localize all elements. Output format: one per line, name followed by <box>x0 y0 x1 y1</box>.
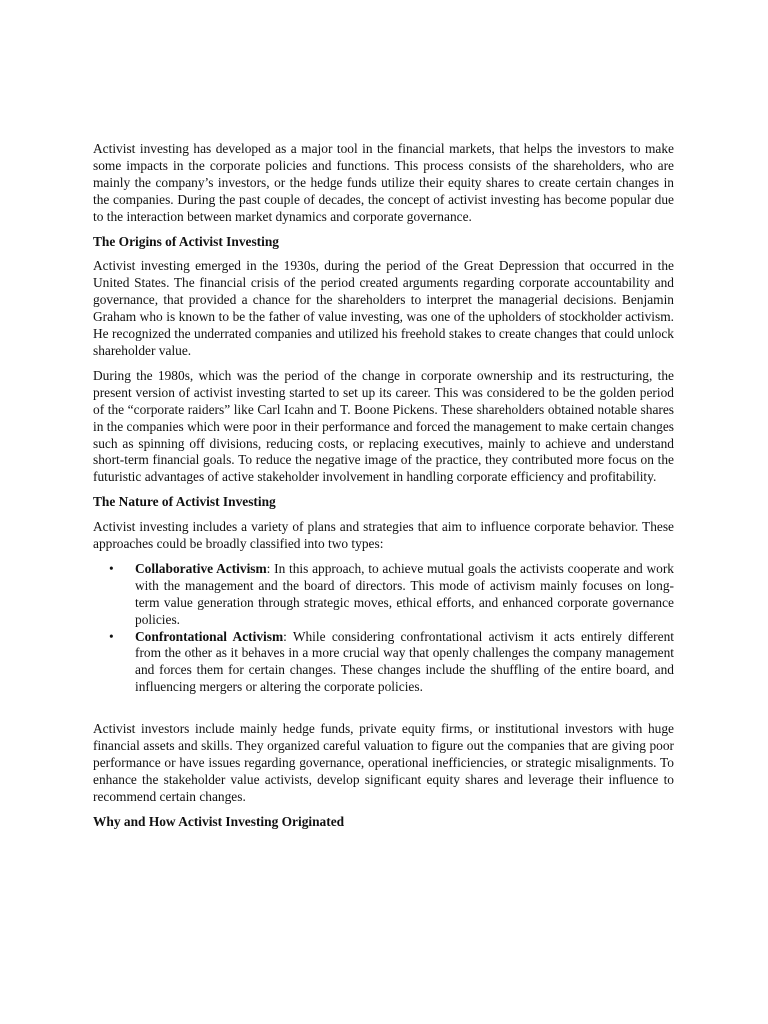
origins-paragraph-1: Activist investing emerged in the 1930s, during the period of the Great Depression that occurred in the United States. The financial crisis of the period created arguments regarding corporate accountability and governance, that provided a chance for the shareholders to interpret the managerial decisions. Benjamin Graham who is known to be the father of value investing, was one of the upholders of stockholder activism. He recognized the underrated companies and utilized his freehold stakes to create changes that could unlock shareholder value. <box>93 258 674 358</box>
why-heading: Why and How Activist Investing Originated <box>93 813 345 829</box>
nature-paragraph-2: Activist investors include mainly hedge funds, private equity firms, or institutional investors with huge financial assets and skills. They organized careful valuation to figure out the companies that are giving poor performance or have issues regarding governance, operational inefficiencies, or strategic misalignments. To enhance the stakeholder value activists, develop significant equity shares and leverage their influence to recommend certain changes. <box>93 721 674 804</box>
bullet-icon: • <box>109 628 114 644</box>
nature-heading: The Nature of Activist Investing <box>93 494 276 510</box>
intro-paragraph: Activist investing has developed as a major tool in the financial markets, that helps the investors to make some impacts in the corporate policies and functions. This process consists of the shareholders, who are mainly the company’s investors, or the hedge funds utilize their equity shares to create certain changes in the companies. During the past couple of decades, the concept of activist investing has become popular due to the interaction between market dynamics and corporate governance. <box>93 141 674 224</box>
origins-paragraph-2: During the 1980s, which was the period of the change in corporate ownership and its restructuring, the present version of activist investing started to set up its career. This was considered to be the golden period of the “corporate raiders” like Carl Icahn and T. Boone Pickens. These shareholders obtained notable shares in the companies which were poor in their performance and forced the management to make certain changes such as spinning off divisions, reducing costs, or replacing executives, mainly to achieve and understand short-term financial goals. To reduce the negative image of the practice, they contributed more focus on the futuristic advantages of active stakeholder involvement in handling corporate efficiency and profitability. <box>93 367 674 485</box>
paragraph-spacer <box>93 696 674 721</box>
bullet-icon: • <box>109 560 114 576</box>
document-page <box>93 141 674 839</box>
list-item-confrontational <box>109 628 674 697</box>
activism-types-list <box>93 561 674 696</box>
list-item-collaborative <box>109 560 674 629</box>
bullet-term: Collaborative Activism <box>135 560 267 576</box>
nature-paragraph-1: Activist investing includes a variety of plans and strategies that aim to influence corporate behavior. These approaches could be broadly classified into two types: <box>93 519 674 552</box>
bullet-text: : In this approach, to achieve mutual goals the activists cooperate and work with the management and the board of directors. This mode of activism mainly focuses on long-term value generation through strategic moves, ethical efforts, and enhanced corporate governance policies. <box>135 560 674 627</box>
bullet-text: : While considering confrontational activism it acts entirely different from the other as it behaves in a more crucial way that openly challenges the company management and forces them for certain changes. These changes include the shuffling of the entire board, and influencing mergers or altering the corporate policies. <box>135 628 674 695</box>
origins-heading: The Origins of Activist Investing <box>93 233 279 249</box>
bullet-term: Confrontational Activism <box>135 628 284 644</box>
